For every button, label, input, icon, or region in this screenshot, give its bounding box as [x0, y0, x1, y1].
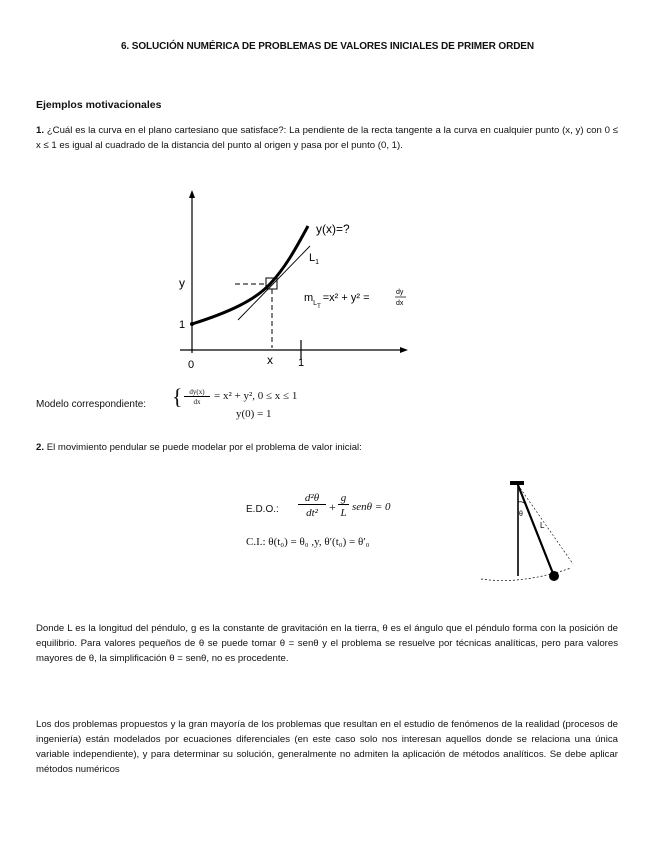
slope-rhs: =x² + y² =: [322, 292, 370, 304]
example-1-number: 1.: [36, 125, 45, 136]
tangent-label-L: L: [309, 252, 316, 264]
slope-dx: dx: [396, 300, 404, 307]
slope-equation: [304, 292, 370, 310]
model-label: Modelo correspondiente:: [36, 399, 147, 410]
tangent-label: [309, 252, 319, 266]
edo-plus: +: [329, 500, 336, 514]
length-label: L: [540, 521, 545, 530]
section-heading: Ejemplos motivacionales: [36, 99, 162, 111]
example-1: [36, 123, 618, 153]
slope-sub-L: L: [313, 300, 318, 307]
pendulum-figure: [476, 476, 586, 586]
edo-num2: g: [338, 492, 349, 505]
y-label: y: [179, 276, 185, 290]
slope-sub-T: T: [317, 304, 321, 310]
curve-figure: [170, 188, 420, 378]
initial-point: [190, 322, 194, 326]
paragraph-3: Donde L es la longitud del péndulo, g es la constante de gravitación en la tierra, θ es el ángulo que el péndulo forma con la posición de equilibrio. Para valores pequeños de θ se puede tomar θ = senθ y el problema se resuelve por técnicas analíticas, pero para valores mayores de θ, la simplificación θ = senθ, no es procedente.: [36, 623, 618, 664]
page-title: 6. SOLUCIÓN NUMÉRICA DE PROBLEMAS DE VALORES INICIALES DE PRIMER ORDEN: [120, 41, 535, 52]
tangent-label-sub: 1: [315, 259, 320, 266]
edo-label: E.D.O.:: [246, 504, 279, 515]
slope-dy: dy: [396, 289, 404, 296]
model-ic: y(0) = 1: [236, 408, 272, 420]
paragraph-4: Los dos problemas propuestos y la gran mayoría de los problemas que resultan en el estudio de fenómenos de la realidad (procesos de ingeniería) están modelados por ecuaciones diferenciales (en este caso solo nos interesan aquellos donde se relaciona una única variable independiente), y para determinar su solución, generalmente no admiten la aplicación de métodos analíticos. Se debe aplicar métodos numéricos: [36, 719, 618, 775]
slope-m: m: [304, 292, 314, 304]
initial-conditions: C.I.: θ(t₀) = θ₀ ,y, θ′(t₀) = θ′₀: [246, 536, 370, 548]
solution-curve: [192, 226, 308, 324]
edo-tail: senθ = 0: [352, 501, 391, 513]
x-label: x: [267, 353, 273, 367]
x-axis-arrow: [400, 347, 408, 353]
bob: [549, 571, 559, 581]
curve-label: y(x)=?: [316, 222, 350, 236]
x-one-label: 1: [298, 357, 305, 369]
pendulum-rod: [518, 485, 554, 576]
model-eq-rhs: = x² + y², 0 ≤ x ≤ 1: [214, 390, 298, 402]
example-2: [36, 440, 618, 455]
one-label: 1: [179, 319, 186, 331]
tangent-line: [238, 246, 310, 320]
model-eq-den: dx: [193, 398, 201, 406]
brace: {: [172, 384, 183, 409]
edo-den2: L: [340, 507, 347, 519]
y-axis-arrow: [189, 190, 195, 198]
edo-den1: dt²: [306, 507, 318, 519]
example-2-number: 2.: [36, 442, 45, 453]
model-eq-num: dy(x): [184, 388, 210, 397]
edo-num1: d²θ: [298, 492, 326, 505]
example-2-text: El movimiento pendular se puede modelar por el problema de valor inicial:: [46, 442, 362, 453]
example-1-text: ¿Cuál es la curva en el plano cartesiano que satisface?: La pendiente de la recta tangente a la curva en cualquier punto (x, y) con 0 ≤ x ≤ 1 es igual al cuadrado de la distancia del punto al origen y pasa por el punto (0, 1).: [36, 125, 618, 151]
theta-label: θ: [519, 511, 523, 518]
pivot: [510, 481, 524, 485]
origin-label: 0: [188, 359, 195, 371]
